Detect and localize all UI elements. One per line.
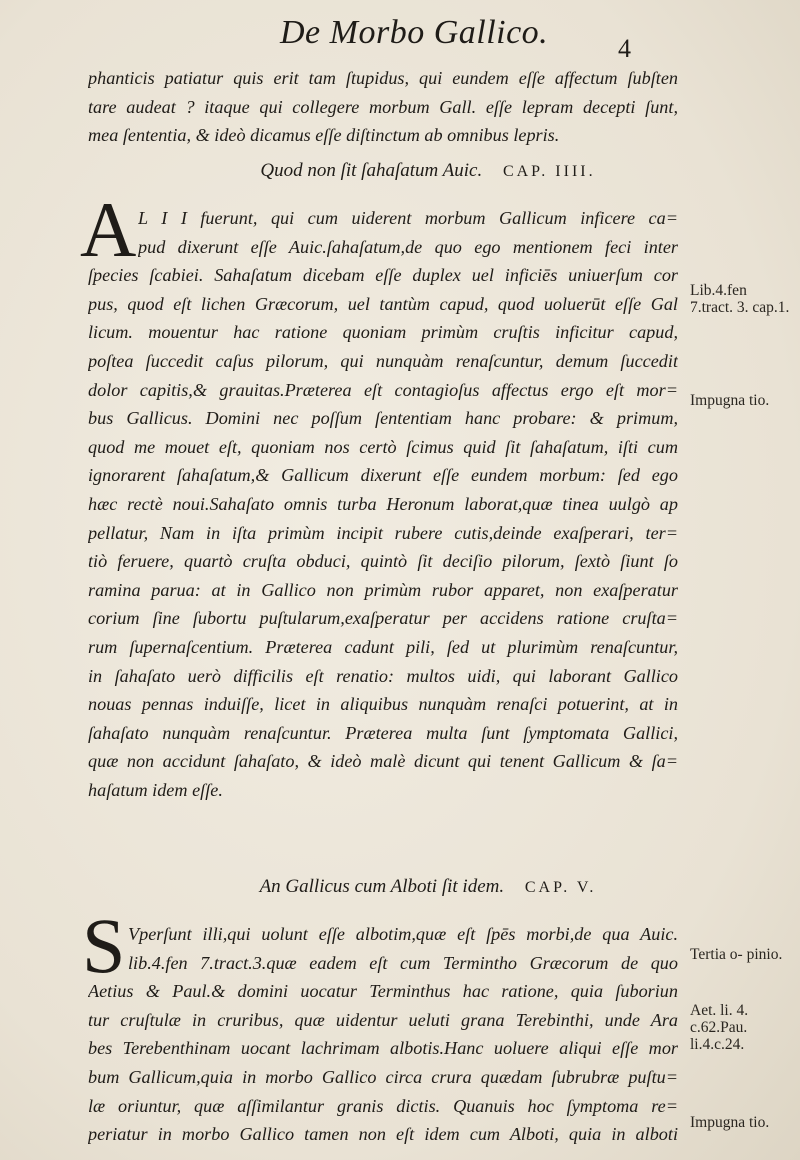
text-line: bus Gallicus. Domini nec poſſum ſententiam hanc probare: & primum, <box>88 408 678 429</box>
margin-note: Aet. li. 4. c.62.Pau. li.4.c.24. <box>690 1002 749 1053</box>
text-line: bum Gallicum,quia in morbo Gallico circa crura quædam ſubrubræ puſtu= <box>88 1066 678 1087</box>
text-line: quæ non accidunt ſahaſato, & ideò malè dicunt qui tenent Gallicum & ſa= <box>88 751 678 772</box>
text-line: tiò feruere, quartò cruſta obduci, quintò ſit deciſio pilorum, ſextò ſiunt ſo <box>88 551 678 572</box>
text-line: bes Terebenthinam uocant lachrimam albotis.Hanc uoluere aliqui eſſe mor <box>88 1038 678 1059</box>
text-line: ſpecies ſcabiei. Sahaſatum dicebam eſſe duplex uel inficiēs uniuerſum cor <box>88 265 678 286</box>
text-line: lib.4.fen 7.tract.3.quæ eadem eſt cum Termintho Græcorum de quo <box>128 952 678 973</box>
page-number: 4 <box>618 34 631 63</box>
margin-note: Lib.4.fen 7.tract. 3. cap.1. <box>690 282 790 316</box>
text-line: hæc rectè noui.Sahaſato omnis turba Heronum laborat,quæ tinea uulgò ap <box>88 493 678 514</box>
text-line: pellatur, Nam in iſta primùm incipit rubere cutis,deinde exaſperari, ter= <box>88 522 678 543</box>
chapter-label: CAP. IIII. <box>502 163 596 180</box>
chapter-heading <box>88 160 768 182</box>
text-line: ignorarent ſahaſatum,& Gallicum dixerunt eſſe eundem morbum: ſed ego <box>88 465 678 486</box>
text-line: ramina parua: at in Gallico non primùm rubor apparet, non exaſperatur <box>88 579 678 600</box>
text-line: Vperſunt illi,qui uolunt eſſe albotim,quæ eſt ſpēs morbi,de qua Auic. <box>128 924 678 944</box>
chapter-4-paragraph <box>80 186 678 804</box>
running-head <box>100 8 700 63</box>
text-line: ſahaſato nunquàm renaſcuntur. Præterea multa ſunt ſymptomata Gallici, <box>88 722 678 743</box>
text-line: tare audeat ? itaque qui collegere morbum Gall. eſſe lepram decepti ſunt, <box>88 96 678 117</box>
text-line: phanticis patiatur quis erit tam ſtupidus, qui eundem eſſe affectum ſubſten <box>88 68 678 88</box>
text-line: læ oriuntur, quæ aſſimilantur granis dictis. Quanuis hoc ſymptoma re= <box>88 1095 678 1116</box>
drop-cap: A <box>80 186 137 273</box>
text-line: periatur in morbo Gallico tamen non eſt idem cum Alboti, quia in alboti <box>88 1124 678 1145</box>
intro-paragraph <box>88 64 678 150</box>
chapter-label: CAP. V. <box>524 879 597 896</box>
margin-note: Tertia o- pinio. <box>690 946 783 963</box>
text-line: dolor capitis,& grauitas.Præterea eſt contagioſus affectus ergo eſt mor= <box>88 379 678 400</box>
chapter-5-paragraph <box>82 902 678 1149</box>
chapter-title: An Gallicus cum Alboti ſit idem. <box>259 876 505 897</box>
text-line: poſtea ſuccedit caſus pilorum, qui nunquàm renaſcuntur, demum ſuccedit <box>88 350 678 371</box>
text-line: tur cruſtulæ in cruribus, quæ uidentur ueluti grana Terebinthi, unde Ara <box>88 1009 678 1030</box>
chapter-title: Quod non ſit ſahaſatum Auic. <box>260 160 483 181</box>
text-line: in ſahaſato uerò difficilis eſt renatio: multos uidi, qui laborant Gallico <box>88 665 678 686</box>
drop-cap: S <box>82 902 126 989</box>
text-line: nouas pennas induiſſe, licet in aliquibus nunquàm renaſci potuerint, at in <box>88 694 678 715</box>
text-line: quod me mouet eſt, quoniam nos certò ſcimus quid ſit ſahaſatum, iſti cum <box>88 436 678 457</box>
text-line: L I I fuerunt, qui cum uiderent morbum Gallicum inficere ca= <box>138 208 678 228</box>
text-line: licum. mouentur hac ratione quoniam primùm cruſtis inficitur capud, <box>88 322 678 343</box>
text-line: corium ſine ſubortu puſtularum,exaſperatur per accidens ratione cruſta= <box>88 608 678 629</box>
chapter-heading <box>88 876 768 898</box>
text-line: pus, quod eſt lichen Græcorum, uel tantùm capud, quod uoluerūt eſſe Gal <box>88 293 678 314</box>
text-line: Aetius & Paul.& domini uocatur Terminthus hac ratione, quia ſuboriun <box>88 981 678 1002</box>
margin-note: Impugna tio. <box>690 1114 770 1131</box>
text-line: pud dixerunt eſſe Auic.ſahaſatum,de quo ego mentionem feci inter <box>138 236 678 257</box>
margin-note: Impugna tio. <box>690 392 770 409</box>
text-line: rum ſupernaſcentium. Præterea cadunt pili, ſed ut plurimùm renaſcuntur, <box>88 636 678 657</box>
running-head-title: De Morbo Gallico. <box>280 14 549 51</box>
text-line: haſatum idem eſſe. <box>88 779 223 800</box>
text-line: mea ſententia, & ideò dicamus eſſe diſtinctum ab omnibus lepris. <box>88 125 560 146</box>
